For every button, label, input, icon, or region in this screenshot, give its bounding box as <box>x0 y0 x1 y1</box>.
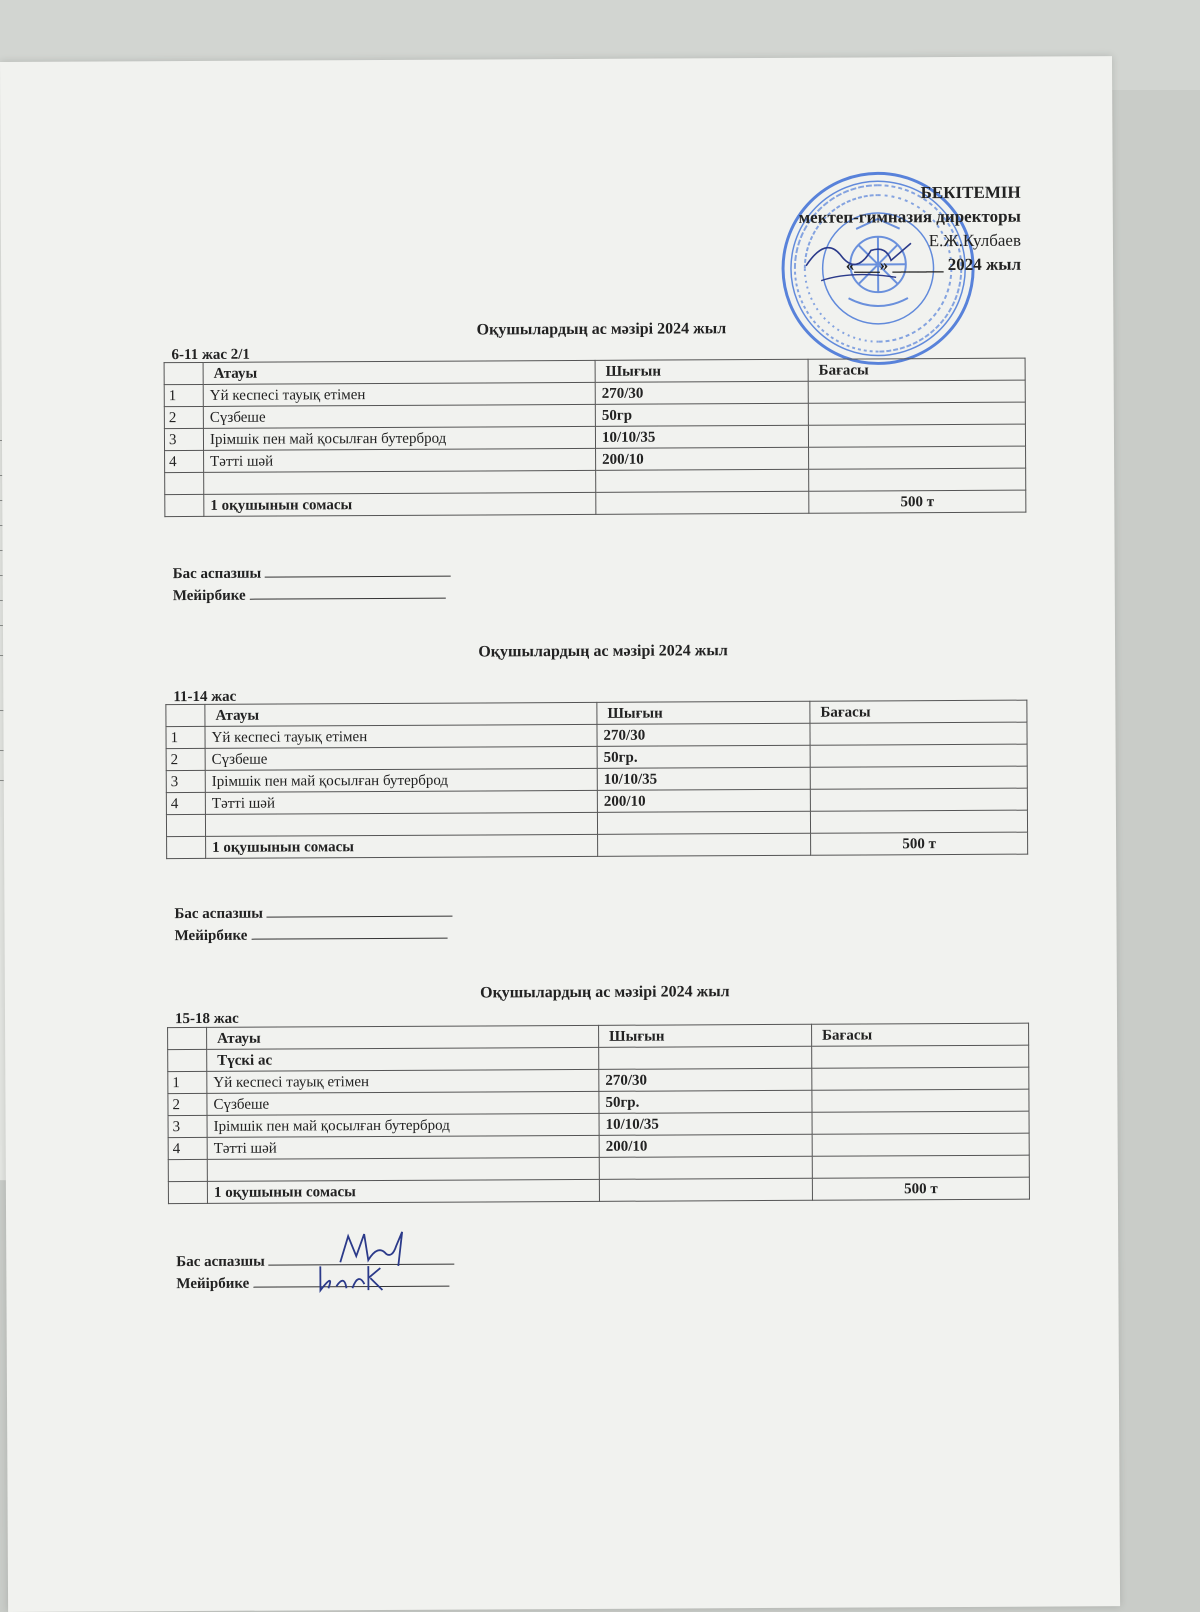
approval-heading: БЕКІТЕМІН <box>920 182 1021 203</box>
dish-expense <box>599 1156 812 1179</box>
section-2-menu-table <box>165 700 1028 860</box>
document-page <box>0 56 1120 1612</box>
row-number: 4 <box>168 1137 207 1159</box>
dish-name: Тәтті шәй <box>205 790 597 814</box>
dish-expense: 10/10/35 <box>599 1112 812 1135</box>
header-cell-name: Атауы <box>205 702 597 726</box>
row-number: 4 <box>166 792 205 814</box>
header-cell-price: Бағасы <box>808 358 1025 381</box>
row-number: 2 <box>168 1093 207 1115</box>
dish-price <box>809 446 1026 469</box>
dish-price <box>808 380 1025 403</box>
dish-expense: 270/30 <box>597 723 810 746</box>
section-2-nurse-sign <box>175 924 448 945</box>
dish-name: Ірімшік пен май қосылған бутерброд <box>205 768 597 792</box>
row-number: 3 <box>166 770 205 792</box>
signature-line <box>249 584 445 600</box>
dish-expense <box>596 469 809 492</box>
row-number <box>168 1159 207 1181</box>
table-total-row <box>165 490 1026 517</box>
section-3-nurse-sign <box>176 1272 449 1293</box>
row-number: 1 <box>166 726 205 748</box>
signature-line <box>267 902 453 918</box>
section-1-head-cook-sign <box>173 562 451 583</box>
dish-expense: 200/10 <box>596 447 809 470</box>
total-expense <box>596 491 809 514</box>
total-expense <box>598 833 811 856</box>
row-number <box>168 1049 207 1071</box>
total-number <box>165 494 204 516</box>
director-signature <box>801 225 931 296</box>
signature-line <box>265 562 451 578</box>
total-label: 1 оқушынын сомасы <box>206 834 598 858</box>
header-cell-expense: Шығын <box>595 359 808 382</box>
header-cell-number <box>166 704 205 726</box>
dish-price <box>812 1067 1029 1090</box>
dish-expense: 200/10 <box>597 789 810 812</box>
section-1-menu-table <box>164 358 1027 518</box>
dish-expense: 270/30 <box>595 381 808 404</box>
row-number: 1 <box>164 384 203 406</box>
signature-line <box>251 924 447 940</box>
dish-name: Тәтті шәй <box>207 1135 599 1159</box>
dish-expense <box>597 811 810 834</box>
dish-name: Сүзбеше <box>203 404 595 428</box>
dish-name: Тәтті шәй <box>204 448 596 472</box>
total-label: 1 оқушынын сомасы <box>207 1179 599 1203</box>
total-label: 1 оқушынын сомасы <box>204 492 596 516</box>
dish-name <box>204 470 596 494</box>
section-1-title: Оқушылардың ас мәзірі 2024 жыл <box>476 320 727 339</box>
nurse-signature <box>314 1258 394 1298</box>
dish-price <box>808 402 1025 425</box>
total-price: 500 т <box>812 1177 1029 1200</box>
dish-price <box>812 1133 1029 1156</box>
header-cell-expense: Шығын <box>599 1024 812 1047</box>
dish-name <box>207 1157 599 1181</box>
dish-price <box>810 766 1027 789</box>
row-number: 1 <box>168 1071 207 1093</box>
nurse-label: Мейірбике <box>176 1275 250 1293</box>
dish-price <box>810 744 1027 767</box>
section-3-menu-table <box>167 1023 1030 1205</box>
header-cell-price: Бағасы <box>812 1023 1029 1046</box>
head-cook-label: Бас аспазшы <box>172 565 262 583</box>
section-3-title: Оқушылардың ас мәзірі 2024 жыл <box>480 983 730 1002</box>
dish-name: Үй кеспесі тауық етімен <box>205 724 597 748</box>
section-2-title: Оқушылардың ас мәзірі 2024 жыл <box>478 642 728 661</box>
dish-price <box>812 1089 1029 1112</box>
dish-name: Үй кеспесі тауық етімен <box>207 1069 599 1093</box>
section-3-age-group: 15-18 жас <box>174 1010 239 1028</box>
section-1-age-group: 6-11 жас 2/1 <box>171 346 250 364</box>
dish-name: Үй кеспесі тауық етімен <box>203 382 595 406</box>
nurse-label: Мейірбике <box>172 587 246 605</box>
dish-expense: 50гр. <box>599 1090 812 1113</box>
dish-expense: 10/10/35 <box>595 425 808 448</box>
approval-director-name: Е.Ж.Кулбаев <box>928 230 1021 251</box>
row-number: 3 <box>168 1115 207 1137</box>
header-cell-number <box>164 362 203 384</box>
dish-name: Сүзбеше <box>205 746 597 770</box>
approval-date: «___» ______ 2024 жыл <box>845 254 1022 275</box>
dish-name: Сүзбеше <box>207 1091 599 1115</box>
dish-expense: 50гр. <box>597 745 810 768</box>
section-1-nurse-sign <box>173 584 446 605</box>
dish-price <box>810 788 1027 811</box>
row-number: 3 <box>164 428 203 450</box>
dish-name: Ірімшік пен май қосылған бутерброд <box>207 1113 599 1137</box>
head-cook-label: Бас аспазшы <box>174 905 264 923</box>
table-total-row <box>168 1177 1029 1204</box>
dish-price <box>809 468 1026 491</box>
header-cell-price: Бағасы <box>810 700 1027 723</box>
head-cook-label: Бас аспазшы <box>176 1253 265 1271</box>
dish-price <box>812 1155 1029 1178</box>
section-2-head-cook-sign <box>174 902 452 923</box>
row-number <box>166 814 205 836</box>
dish-price <box>812 1045 1029 1068</box>
total-price: 500 т <box>809 490 1026 513</box>
dish-expense: 270/30 <box>599 1068 812 1091</box>
dish-expense <box>599 1046 812 1069</box>
dish-price <box>810 722 1027 745</box>
nurse-label: Мейірбике <box>174 927 248 945</box>
section-2-age-group: 11-14 жас <box>173 688 237 706</box>
dish-name <box>205 812 597 836</box>
dish-name: Ірімшік пен май қосылған бутерброд <box>203 426 595 450</box>
total-number <box>167 836 206 858</box>
total-expense <box>599 1178 812 1201</box>
dish-price <box>808 424 1025 447</box>
dish-expense: 10/10/35 <box>597 767 810 790</box>
dish-price <box>812 1111 1029 1134</box>
header-cell-name: Атауы <box>207 1025 599 1049</box>
dish-expense: 50гр <box>595 403 808 426</box>
row-number: 2 <box>164 406 203 428</box>
table-total-row <box>167 832 1028 859</box>
total-price: 500 т <box>811 832 1028 855</box>
row-number <box>165 472 204 494</box>
dish-expense: 200/10 <box>599 1134 812 1157</box>
row-number: 2 <box>166 748 205 770</box>
header-cell-name: Атауы <box>203 360 595 384</box>
total-number <box>168 1181 207 1203</box>
header-cell-number <box>168 1027 207 1049</box>
meal-label: Түскі ас <box>207 1047 599 1071</box>
header-cell-expense: Шығын <box>597 701 810 724</box>
row-number: 4 <box>165 450 204 472</box>
dish-price <box>810 810 1027 833</box>
approval-position: мектеп-гимназия директоры <box>798 206 1021 227</box>
